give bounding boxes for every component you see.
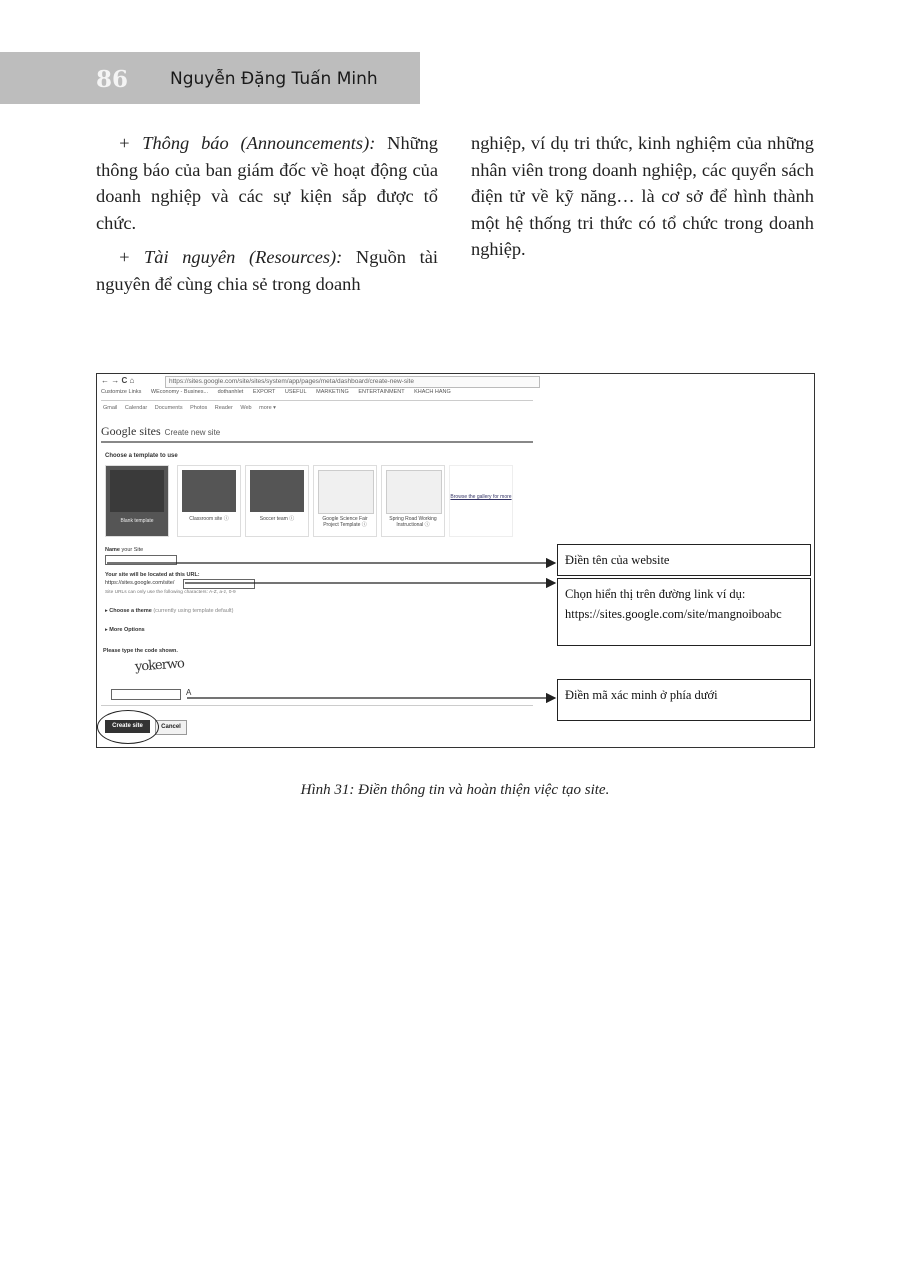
- bookmark-item: KHACH HANG: [414, 389, 451, 395]
- gnav-item: Web: [240, 405, 252, 411]
- paragraph-announcements: [96, 130, 438, 236]
- template-caption: Blank template: [120, 518, 154, 524]
- bookmark-item: Customize Links: [101, 389, 142, 395]
- callout-captcha: Điền mã xác minh ở phía dưới: [557, 679, 811, 721]
- bookmark-item: dothanhlet: [217, 389, 244, 395]
- running-header-author: Nguyễn Đặng Tuấn Minh: [170, 69, 378, 89]
- choose-theme-label: Choose a theme: [109, 608, 152, 614]
- template-caption: Spring Road Working Instructional ⓘ: [389, 516, 437, 528]
- term-resources: + Tài nguyên (Resources):: [118, 247, 343, 267]
- url-note: Site URLs can only use the following characters: A-Z, a-z, 0-9: [105, 590, 236, 595]
- more-options-label: More Options: [109, 627, 145, 633]
- theme-note: (currently using template default): [153, 608, 234, 614]
- text-announcements: Những thông báo của ban giám đốc về hoạt động của doanh nghiệp và các sự kiện sắp được tổ chức.: [96, 133, 438, 233]
- template-caption: Soccer team ⓘ: [259, 516, 295, 522]
- address-bar: https://sites.google.com/site/sites/system/app/pages/meta/dashboard/create-new-site: [165, 376, 540, 388]
- callout-url-line2: https://sites.google.com/site/mangnoiboabc: [565, 607, 782, 621]
- url-prefix: https://sites.google.com/site/: [105, 580, 175, 586]
- browse-gallery-link: Browse the gallery for more: [450, 494, 512, 500]
- bookmark-item: MARKETING: [316, 389, 349, 395]
- bookmark-item: WEconomy - Busines...: [150, 389, 209, 395]
- paragraph-resources: [96, 244, 438, 297]
- gnav-item: Documents: [154, 405, 183, 411]
- page-number: 86: [96, 66, 129, 93]
- captcha-label-text: Please type the code shown.: [103, 648, 178, 654]
- gnav-item: Gmail: [103, 405, 118, 411]
- paragraph-continued: nghiệp, ví dụ tri thức, kinh nghiệm của những nhân viên trong doanh nghiệp, các quyển sách điện tử về kỹ năng… là cơ sở để hình thành một hệ thống tri thức có tổ chức trong doanh nghiệp.: [471, 133, 814, 259]
- cancel-button: Cancel: [155, 720, 187, 735]
- more-options-row: ▸ More Options: [105, 627, 145, 633]
- template-caption: Google Science Fair Project Template ⓘ: [322, 516, 368, 528]
- callout-url-line1: Chọn hiển thị trên đường link ví dụ:: [565, 587, 746, 601]
- name-hint: your Site: [121, 547, 144, 553]
- right-column: [471, 130, 814, 271]
- captcha-image: yokerwo: [134, 656, 185, 675]
- browser-nav-icons: ← → C ⌂: [101, 376, 135, 385]
- callout-site-name: Điền tên của website: [557, 544, 811, 576]
- logo-subtitle: Create new site: [164, 428, 221, 437]
- create-site-button: Create site: [105, 720, 150, 733]
- logo-text: Google sites: [101, 424, 161, 438]
- figure-screenshot: [96, 373, 815, 748]
- template-caption: Classroom site ⓘ: [189, 516, 229, 522]
- bookmark-item: EXPORT: [252, 389, 276, 395]
- gnav-item: Calendar: [124, 405, 148, 411]
- term-announcements: + Thông báo (Announcements):: [118, 133, 376, 153]
- choose-theme-row: ▸ Choose a theme (currently using template default): [105, 608, 234, 614]
- callout-site-url: [557, 578, 811, 646]
- url-label-text: Your site will be located at this URL:: [105, 572, 200, 578]
- gnav-item: Reader: [214, 405, 233, 411]
- bookmark-item: ENTERTAINMENT: [358, 389, 405, 395]
- bookmark-item: USEFUL: [284, 389, 307, 395]
- text-resources: Nguồn tài nguyên để cùng chia sẻ trong doanh: [96, 247, 438, 294]
- figure-caption: Hình 31: Điền thông tin và hoàn thiện việc tạo site.: [300, 782, 610, 798]
- choose-template-label: Choose a template to use: [105, 453, 178, 459]
- gnav-item: more ▾: [259, 405, 276, 411]
- text-cursor: A: [186, 688, 192, 697]
- gnav-item: Photos: [190, 405, 208, 411]
- name-label: Name: [105, 547, 120, 553]
- left-column: [96, 130, 438, 305]
